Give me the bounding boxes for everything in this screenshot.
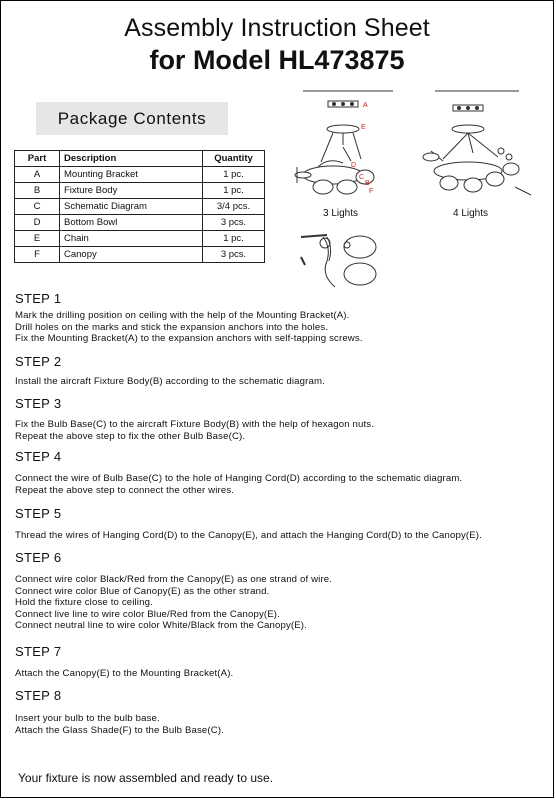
label-d: D bbox=[351, 162, 357, 169]
column-header-description: Description bbox=[60, 151, 203, 167]
table-row bbox=[15, 199, 265, 215]
package-contents-heading: Package Contents bbox=[36, 102, 228, 135]
part-quantity: 3/4 pcs. bbox=[203, 199, 265, 215]
model-title: for Model HL473875 bbox=[149, 45, 405, 75]
step-7-heading: STEP 7 bbox=[15, 644, 62, 659]
step-6-heading: STEP 6 bbox=[15, 550, 62, 565]
step-3-heading: STEP 3 bbox=[15, 396, 62, 411]
part-quantity: 1 pc. bbox=[203, 231, 265, 247]
fixture-diagram-illustration bbox=[283, 87, 553, 297]
part-letter: D bbox=[15, 215, 60, 231]
part-quantity: 3 pcs. bbox=[203, 247, 265, 263]
page-title: Assembly Instruction Sheet bbox=[124, 14, 430, 42]
step-line: Fix the Bulb Base(C) to the aircraft Fixture Body(B) with the help of hexagon nuts. bbox=[15, 419, 375, 430]
part-description: Bottom Bowl bbox=[60, 215, 203, 231]
step-line: Connect live line to wire color Blue/Red from the Canopy(E). bbox=[15, 608, 280, 620]
step-6-body bbox=[15, 574, 332, 632]
step-4-heading: STEP 4 bbox=[15, 449, 62, 464]
step-line: Mark the drilling position on ceiling with the help of the Mounting Bracket(A). bbox=[15, 310, 350, 321]
label-b: B bbox=[365, 180, 370, 187]
step-8-body bbox=[15, 713, 224, 736]
part-quantity: 3 pcs. bbox=[203, 215, 265, 231]
caption-3-lights: 3 Lights bbox=[323, 208, 359, 219]
label-a: A bbox=[363, 102, 368, 109]
step-2-heading: STEP 2 bbox=[15, 354, 62, 369]
step-line: Hold the fixture close to ceiling. bbox=[15, 597, 153, 608]
column-header-part: Part bbox=[15, 151, 60, 167]
part-quantity: 1 pc. bbox=[203, 167, 265, 183]
step-4-body bbox=[15, 473, 462, 496]
step-line: Fix the Mounting Bracket(A) to the expansion anchors with self-tapping screws. bbox=[15, 333, 363, 344]
caption-4-lights: 4 Lights bbox=[453, 208, 489, 219]
part-letter: F bbox=[15, 247, 60, 263]
label-f: F bbox=[369, 188, 374, 195]
label-e: E bbox=[361, 124, 366, 131]
step-line: Thread the wires of Hanging Cord(D) to the Canopy(E), and attach the Hanging Cord(D) to the Canopy(E). bbox=[15, 530, 482, 541]
table-row bbox=[15, 183, 265, 199]
step-line: Drill holes on the marks and stick the expansion anchors into the holes. bbox=[15, 321, 329, 333]
step-line: Repeat the above step to connect the other wires. bbox=[15, 484, 235, 496]
step-line: Install the aircraft Fixture Body(B) according to the schematic diagram. bbox=[15, 376, 325, 387]
three-light-fixture-drawing bbox=[295, 91, 393, 194]
part-letter: A bbox=[15, 167, 60, 183]
table-row bbox=[15, 247, 265, 263]
step-5-heading: STEP 5 bbox=[15, 506, 62, 521]
part-description: Canopy bbox=[60, 247, 203, 263]
table-row bbox=[15, 215, 265, 231]
part-description: Fixture Body bbox=[60, 183, 203, 199]
column-header-quantity: Quantity bbox=[203, 151, 265, 167]
step-8-heading: STEP 8 bbox=[15, 688, 62, 703]
parts-table bbox=[14, 150, 265, 263]
step-line: Repeat the above step to fix the other Bulb Base(C). bbox=[15, 430, 246, 442]
step-5-body bbox=[15, 530, 482, 542]
part-description: Chain bbox=[60, 231, 203, 247]
table-row bbox=[15, 167, 265, 183]
four-light-fixture-drawing bbox=[423, 91, 531, 195]
label-c: C bbox=[359, 174, 365, 181]
step-3-body bbox=[15, 419, 374, 442]
step-line: Connect the wire of Bulb Base(C) to the hole of Hanging Cord(D) according to the schematic diagram. bbox=[15, 473, 463, 484]
fixture-diagrams bbox=[283, 87, 553, 297]
step-line: Connect wire color Blue of Canopy(E) as the other strand. bbox=[15, 585, 270, 597]
step-7-body bbox=[15, 668, 233, 680]
step-line: Attach the Glass Shade(F) to the Bulb Base(C). bbox=[15, 724, 224, 736]
part-description: Schematic Diagram bbox=[60, 199, 203, 215]
table-row bbox=[15, 231, 265, 247]
step-1-heading: STEP 1 bbox=[15, 291, 62, 306]
step-1-body bbox=[15, 310, 363, 345]
step-2-body bbox=[15, 376, 325, 388]
step-line: Connect wire color Black/Red from the Canopy(E) as one strand of wire. bbox=[15, 574, 333, 585]
step-line: Insert your bulb to the bulb base. bbox=[15, 713, 160, 724]
table-header-row bbox=[15, 151, 265, 167]
part-letter: B bbox=[15, 183, 60, 199]
bulb-base-detail-drawing bbox=[301, 235, 376, 287]
part-quantity: 1 pc. bbox=[203, 183, 265, 199]
part-letter: C bbox=[15, 199, 60, 215]
part-description: Mounting Bracket bbox=[60, 167, 203, 183]
completion-note: Your fixture is now assembled and ready to use. bbox=[18, 771, 274, 785]
step-line: Connect neutral line to wire color White/Black from the Canopy(E). bbox=[15, 620, 307, 631]
part-letter: E bbox=[15, 231, 60, 247]
step-line: Attach the Canopy(E) to the Mounting Bracket(A). bbox=[15, 668, 234, 679]
